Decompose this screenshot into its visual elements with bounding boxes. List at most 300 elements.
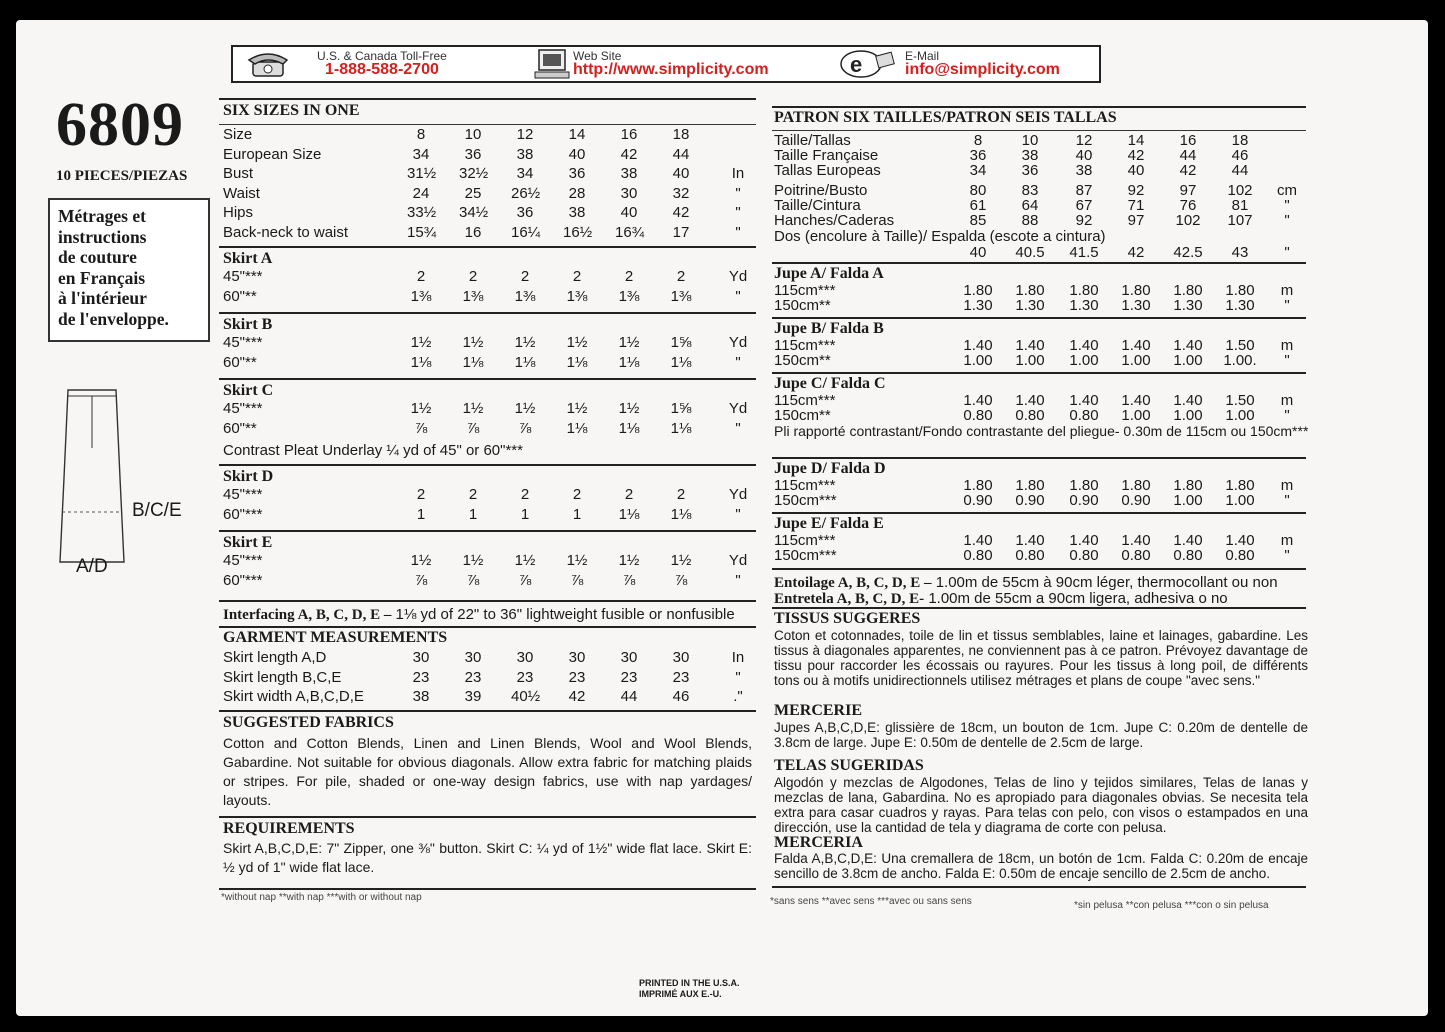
row-value: 1.40 xyxy=(1121,392,1151,409)
row-label: 60"** xyxy=(223,420,257,437)
row-value: 16 xyxy=(1179,132,1197,149)
row-value: 1½ xyxy=(514,334,536,351)
row-unit: cm xyxy=(1277,182,1297,199)
row-value: 1 xyxy=(416,506,426,523)
row-value: 39 xyxy=(464,688,482,706)
mercerie-text: Jupes A,B,C,D,E: glissière de 18cm, un bouton de 1cm. Jupe C: 0.20m de dentelle de 3.8cm de large. Jupe E: 0.50m de dentelle de 2.5cm de large. xyxy=(774,720,1308,750)
entoilage-bold: Entoilage A, B, C, D, E – xyxy=(774,575,932,591)
row-value: 1.30 xyxy=(963,297,993,314)
row-value: 1.80 xyxy=(1121,477,1151,494)
row-value: 36 xyxy=(464,145,482,163)
row-value: 1.30 xyxy=(1225,297,1255,314)
row-value: 2 xyxy=(416,486,426,503)
row-value: 1.80 xyxy=(1121,282,1151,299)
row-label: Size xyxy=(223,126,253,143)
row-value: 38 xyxy=(1021,147,1039,164)
row-value: 1½ xyxy=(410,400,432,417)
jupe-extra: Pli rapporté contrastant/Fondo contrastante del pliegue- 0.30m de 115cm ou 150cm*** xyxy=(774,423,1309,439)
row-value: 43 xyxy=(1231,244,1249,261)
row-value: ⅞ xyxy=(518,420,532,437)
row-value: 0.90 xyxy=(1121,492,1151,509)
row-value: 0.80 xyxy=(1173,547,1203,564)
skirt-title: Skirt C xyxy=(223,382,274,399)
row-value: 42 xyxy=(568,688,586,706)
row-value: 42 xyxy=(1127,244,1145,261)
row-label: 45"*** xyxy=(223,268,263,285)
row-unit: " xyxy=(1284,492,1290,509)
row-unit: " xyxy=(1284,197,1290,214)
row-value: 1½ xyxy=(514,552,536,569)
web-url[interactable]: http://www.simplicity.com xyxy=(573,61,769,78)
section-title: GARMENT MEASUREMENTS xyxy=(223,629,448,646)
row-value: 41.5 xyxy=(1069,244,1099,261)
row-value: 1⅛ xyxy=(670,506,692,523)
row-label: 60"** xyxy=(223,288,257,305)
row-value: 1⅛ xyxy=(670,354,692,371)
row-value: ⅞ xyxy=(466,420,480,437)
row-value: 23 xyxy=(516,668,534,686)
row-value: 1.50 xyxy=(1225,392,1255,409)
row-label: Skirt length A,D xyxy=(223,649,327,666)
footnote-es: *sin pelusa **con pelusa ***con o sin pelusa xyxy=(1074,900,1269,911)
row-value: 42 xyxy=(620,145,638,163)
row-value: 1.00. xyxy=(1223,352,1257,369)
row-unit: " xyxy=(735,184,741,202)
row-value: 42 xyxy=(672,204,690,222)
row-value: 1⅛ xyxy=(618,420,640,437)
row-label: Hips xyxy=(223,204,254,222)
row-value: 14 xyxy=(1127,132,1145,149)
row-value: 81 xyxy=(1231,197,1249,214)
row-value: 38 xyxy=(1075,162,1093,179)
row-value: 102 xyxy=(1227,182,1253,199)
row-value: 1.80 xyxy=(1225,282,1255,299)
row-value: 1.80 xyxy=(1015,477,1045,494)
section-title: REQUIREMENTS xyxy=(223,820,355,837)
row-label: 45"*** xyxy=(223,334,263,351)
row-value: 1.40 xyxy=(1015,392,1045,409)
row-unit: " xyxy=(1284,297,1290,314)
row-value: 1½ xyxy=(514,400,536,417)
row-value: 12 xyxy=(1075,132,1093,149)
row-value: 1½ xyxy=(670,552,692,569)
row-value: 1.40 xyxy=(1121,532,1151,549)
row-value: 23 xyxy=(568,668,586,686)
row-value: 44 xyxy=(620,688,638,706)
row-value: 1⅜ xyxy=(462,288,484,305)
row-label: 115cm*** xyxy=(774,392,836,409)
row-value: 1.00 xyxy=(1121,407,1151,424)
row-value: ⅞ xyxy=(518,572,532,589)
row-value: ⅞ xyxy=(414,572,428,589)
row-value: 42.5 xyxy=(1173,244,1203,261)
row-label: 115cm*** xyxy=(774,337,836,354)
tissus-text: Coton et cotonnades, toile de lin et tissus semblables, laine et lainages, gabardine. Les tissus à diagonales apparentes, ne conviennent pas à ce patron. Prévoyez davantage de tissu pour raccorder les écossais ou rayures. Pour les tissus à long poil, de différents tons ou à motifs unidirectionnels utilisez métrages et plans de coupe "avec sens." xyxy=(774,628,1308,688)
row-value: 40½ xyxy=(511,688,541,706)
row-value: 40 xyxy=(620,204,638,222)
row-value: 0.80 xyxy=(1015,407,1045,424)
row-value: 10 xyxy=(464,126,482,143)
row-label: 60"*** xyxy=(223,572,263,589)
row-value: 24 xyxy=(412,184,430,202)
row-label: Waist xyxy=(223,184,260,202)
row-value: 92 xyxy=(1127,182,1145,199)
row-value: 18 xyxy=(672,126,690,143)
row-value: 32 xyxy=(672,184,690,202)
pattern-envelope-back xyxy=(16,20,1428,1016)
section-title: MERCERIE xyxy=(774,702,863,719)
row-value: 42 xyxy=(1179,162,1197,179)
row-value: 1½ xyxy=(618,400,640,417)
row-value: 1.40 xyxy=(963,532,993,549)
row-value: 61 xyxy=(969,197,987,214)
row-value: 1.50 xyxy=(1225,337,1255,354)
row-value: 1½ xyxy=(462,552,484,569)
row-value: 1.40 xyxy=(1173,392,1203,409)
row-unit: " xyxy=(735,668,741,686)
row-value: 2 xyxy=(416,268,426,285)
row-value: 1.00 xyxy=(1173,407,1203,424)
row-label: 45"*** xyxy=(223,400,263,417)
row-value: 30 xyxy=(620,184,638,202)
row-value: 2 xyxy=(572,268,582,285)
row-label: 60"** xyxy=(223,354,257,371)
row-value: 1⅛ xyxy=(618,506,640,523)
row-label: Back-neck to waist xyxy=(223,224,349,241)
translated-measurements xyxy=(16,20,1428,1016)
row-label: Tallas Europeas xyxy=(774,162,881,179)
section-title: SUGGESTED FABRICS xyxy=(223,714,394,731)
printed-line: PRINTED IN THE U.S.A. xyxy=(639,978,740,988)
row-unit: Yd xyxy=(728,486,748,503)
section-title: MERCERIA xyxy=(774,834,863,851)
row-value: 85 xyxy=(969,212,987,229)
french-note-line: en Français xyxy=(58,267,146,288)
entretela-text: 1.00m de 55cm a 90cm ligera, adhesiva o no xyxy=(928,590,1228,607)
row-unit: Yd xyxy=(728,400,748,417)
row-value: 1.40 xyxy=(1121,337,1151,354)
row-value: 1⅛ xyxy=(514,354,536,371)
divider-line xyxy=(772,607,1306,609)
row-value: 16½ xyxy=(563,224,593,241)
row-value: 1⅝ xyxy=(670,400,692,417)
row-value: 1.40 xyxy=(1069,392,1099,409)
row-value: 30 xyxy=(672,649,690,666)
row-value: 0.90 xyxy=(1015,492,1045,509)
row-value: 23 xyxy=(620,668,638,686)
back-label: Dos (encolure à Taille)/ Espalda (escote a cintura) xyxy=(774,228,1106,245)
row-value: 0.80 xyxy=(1069,547,1099,564)
row-value: 30 xyxy=(464,649,482,666)
email-address[interactable]: info@simplicity.com xyxy=(905,61,1060,78)
row-value: 1⅛ xyxy=(618,354,640,371)
row-value: 1.00 xyxy=(1015,352,1045,369)
svg-text:e: e xyxy=(850,52,863,77)
row-value: 0.80 xyxy=(1121,547,1151,564)
row-value: 16¼ xyxy=(511,224,541,241)
footnote-fr: *sans sens **avec sens ***avec ou sans sens xyxy=(770,896,972,907)
row-label: 115cm*** xyxy=(774,532,836,549)
row-label: Skirt width A,B,C,D,E xyxy=(223,688,364,706)
row-unit: " xyxy=(1284,407,1290,424)
row-label: European Size xyxy=(223,145,322,163)
row-value: 0.90 xyxy=(963,492,993,509)
row-value: 1½ xyxy=(462,334,484,351)
row-unit: Yd xyxy=(728,334,748,351)
row-value: 1.30 xyxy=(1173,297,1203,314)
row-value: 1½ xyxy=(618,552,640,569)
pattern-number: 6809 xyxy=(56,91,184,159)
jupe-title: Jupe C/ Falda C xyxy=(774,375,886,392)
interfacing-bold: Interfacing A, B, C, D, E – xyxy=(223,607,392,623)
row-value: ⅞ xyxy=(674,572,688,589)
row-value: 16 xyxy=(464,224,482,241)
row-value: 1.40 xyxy=(963,392,993,409)
french-note-line: de couture xyxy=(58,247,137,267)
row-value: 28 xyxy=(568,184,586,202)
row-value: 36 xyxy=(969,147,987,164)
row-value: 1⅜ xyxy=(566,288,588,305)
row-unit: m xyxy=(1280,282,1294,299)
row-value: 67 xyxy=(1075,197,1093,214)
row-value: 2 xyxy=(676,486,686,503)
row-value: 97 xyxy=(1179,182,1197,199)
row-value: 0.80 xyxy=(1225,547,1255,564)
jupe-title: Jupe D/ Falda D xyxy=(774,460,886,477)
french-note-line: de l'enveloppe. xyxy=(58,308,169,329)
row-value: 23 xyxy=(464,668,482,686)
row-value: 33½ xyxy=(407,204,437,222)
row-value: 1.80 xyxy=(1015,282,1045,299)
telas-text: Algodón y mezclas de Algodones, Telas de lino y tejidos similares, Telas de lanas y mezclas de lana, Gabardina. No es apropiado para diagonales obvias. Se necesita tela extra para casar cuadros y rayas. Para telas con pelo, con visos o estampados en una dirección, use la cantidad de tela y diagrama de corte con pelusa. xyxy=(774,775,1308,835)
row-value: 1.80 xyxy=(1069,477,1099,494)
row-value: 1.80 xyxy=(963,477,993,494)
row-label: Taille/Tallas xyxy=(774,132,851,149)
row-value: 64 xyxy=(1021,197,1039,214)
row-value: 1.00 xyxy=(1121,352,1151,369)
section-title: TELAS SUGERIDAS xyxy=(774,757,924,774)
row-value: 80 xyxy=(969,182,987,199)
row-value: 1½ xyxy=(566,400,588,417)
row-value: 40 xyxy=(672,165,690,183)
row-value: ⅞ xyxy=(466,572,480,589)
row-value: 1.00 xyxy=(1225,492,1255,509)
jupe-title: Jupe A/ Falda A xyxy=(774,265,884,282)
row-value: 16¾ xyxy=(615,224,645,241)
printed-line: IMPRIMÉ AUX E.-U. xyxy=(639,989,722,999)
row-value: 1.40 xyxy=(1173,337,1203,354)
row-value: 2 xyxy=(520,486,530,503)
row-value: 38 xyxy=(568,204,586,222)
row-value: 30 xyxy=(412,649,430,666)
row-value: 107 xyxy=(1227,212,1253,229)
row-value: 1.80 xyxy=(1069,282,1099,299)
requirements-text: Skirt A,B,C,D,E: 7" Zipper, one ⅜" button. Skirt C: ¼ yd of 1½" wide flat lace. Skirt E: ½ yd of 1" wide flat lace. xyxy=(223,840,752,875)
row-label: 150cm*** xyxy=(774,492,837,509)
row-label: Hanches/Caderas xyxy=(774,212,895,229)
row-value: 10 xyxy=(1021,132,1039,149)
row-label: Skirt length B,C,E xyxy=(223,668,342,686)
row-value: 2 xyxy=(624,268,634,285)
row-label: 45"*** xyxy=(223,486,263,503)
french-note-line: instructions xyxy=(58,226,147,247)
row-value: 1 xyxy=(572,506,582,523)
french-note-line: Métrages et xyxy=(58,206,146,226)
row-value: 0.80 xyxy=(963,407,993,424)
row-unit: " xyxy=(735,288,741,305)
row-value: 40.5 xyxy=(1015,244,1045,261)
phone-number[interactable]: 1-888-588-2700 xyxy=(325,61,439,78)
row-value: ⅞ xyxy=(570,572,584,589)
row-value: 32½ xyxy=(459,165,489,183)
row-value: 1½ xyxy=(618,334,640,351)
printed-in-usa xyxy=(639,978,740,1000)
merceria-text: Falda A,B,C,D,E: Una cremallera de 18cm, un botón de 1cm. Falda C: 0.20m de encaje sencillo de 3.8cm de ancho. Falda E: 0.50m de encaje sencillo de 2.5cm de ancho. xyxy=(774,851,1308,881)
row-value: 1½ xyxy=(410,334,432,351)
row-unit: " xyxy=(1284,212,1290,229)
row-value: 30 xyxy=(620,649,638,666)
row-value: 1⅝ xyxy=(670,334,692,351)
row-value: 25 xyxy=(464,184,482,202)
row-value: 1.80 xyxy=(1173,477,1203,494)
row-value: 17 xyxy=(672,224,690,241)
row-value: 1½ xyxy=(566,334,588,351)
row-value: 1 xyxy=(520,506,530,523)
row-value: 1.40 xyxy=(1173,532,1203,549)
row-value: 44 xyxy=(1179,147,1197,164)
row-unit: ." xyxy=(733,688,743,706)
row-value: 1.40 xyxy=(963,337,993,354)
divider-line xyxy=(772,372,1306,374)
row-value: 1.80 xyxy=(963,282,993,299)
row-value: 46 xyxy=(1231,147,1249,164)
pieces-count: 10 PIECES/PIEZAS xyxy=(56,168,188,184)
row-value: 44 xyxy=(672,145,690,163)
row-value: 16 xyxy=(620,126,638,143)
row-value: 1.80 xyxy=(1225,477,1255,494)
row-value: 38 xyxy=(412,688,430,706)
row-value: 1 xyxy=(468,506,478,523)
row-value: 0.80 xyxy=(1069,407,1099,424)
web-label: Web Site xyxy=(573,49,622,63)
row-value: 26½ xyxy=(511,184,541,202)
row-value: 71 xyxy=(1127,197,1145,214)
row-value: 18 xyxy=(1231,132,1249,149)
row-label: 115cm*** xyxy=(774,282,836,299)
email-label: E-Mail xyxy=(905,49,940,63)
row-value: 2 xyxy=(520,268,530,285)
row-value: 1⅛ xyxy=(670,420,692,437)
row-label: Bust xyxy=(223,165,254,183)
row-value: 1.40 xyxy=(1225,532,1255,549)
row-value: 1.00 xyxy=(1225,407,1255,424)
row-value: 1⅛ xyxy=(566,354,588,371)
row-value: 34½ xyxy=(459,204,489,222)
row-value: 40 xyxy=(969,244,987,261)
sketch-label-bce: B/C/E xyxy=(132,500,182,521)
row-value: 102 xyxy=(1175,212,1201,229)
divider-line xyxy=(772,106,1306,108)
row-value: 34 xyxy=(969,162,987,179)
section-title: SIX SIZES IN ONE xyxy=(223,102,360,119)
row-value: 1⅜ xyxy=(618,288,640,305)
row-value: 38 xyxy=(620,165,638,183)
row-unit: In xyxy=(731,165,745,183)
row-value: 40 xyxy=(568,145,586,163)
skirt-extra: Contrast Pleat Underlay ¼ yd of 45" or 60"*** xyxy=(223,442,523,459)
divider-line xyxy=(772,317,1306,319)
interfacing-text: 1⅛ yd of 22" to 36" lightweight fusible or nonfusible xyxy=(395,606,735,623)
row-value: 88 xyxy=(1021,212,1039,229)
entretela-bold: Entretela A, B, C, D, E- xyxy=(774,591,925,607)
row-value: 1½ xyxy=(462,400,484,417)
row-value: 0.90 xyxy=(1069,492,1099,509)
row-value: 0.80 xyxy=(1015,547,1045,564)
row-value: 36 xyxy=(1021,162,1039,179)
row-value: 34 xyxy=(412,145,430,163)
row-value: 1.00 xyxy=(1069,352,1099,369)
row-value: 0.80 xyxy=(963,547,993,564)
row-unit: " xyxy=(1284,352,1290,369)
row-value: 1.40 xyxy=(1015,337,1045,354)
row-value: 8 xyxy=(416,126,426,143)
entretela-line xyxy=(774,590,1228,608)
row-value: 1.40 xyxy=(1015,532,1045,549)
row-unit: m xyxy=(1280,392,1294,409)
row-value: 30 xyxy=(568,649,586,666)
row-value: 31½ xyxy=(407,165,437,183)
skirt-title: Skirt E xyxy=(223,534,273,551)
row-label: Taille Française xyxy=(774,147,879,164)
row-value: 23 xyxy=(412,668,430,686)
row-value: 83 xyxy=(1021,182,1039,199)
jupe-title: Jupe E/ Falda E xyxy=(774,515,884,532)
row-value: 76 xyxy=(1179,197,1197,214)
row-value: 1.40 xyxy=(1069,337,1099,354)
divider-line xyxy=(772,457,1306,459)
row-label: 60"*** xyxy=(223,506,263,523)
skirt-title: Skirt B xyxy=(223,316,273,333)
row-value: 40 xyxy=(1127,162,1145,179)
divider-line xyxy=(772,130,1306,131)
row-unit: " xyxy=(735,506,741,523)
row-value: 1⅜ xyxy=(670,288,692,305)
row-value: 1.30 xyxy=(1015,297,1045,314)
row-label: 150cm** xyxy=(774,352,831,369)
row-value: 15¾ xyxy=(407,224,437,241)
row-value: 97 xyxy=(1127,212,1145,229)
row-unit: m xyxy=(1280,337,1294,354)
row-value: 40 xyxy=(1075,147,1093,164)
row-unit: m xyxy=(1280,477,1294,494)
row-label: 150cm** xyxy=(774,407,831,424)
row-value: 1.00 xyxy=(963,352,993,369)
row-value: 1⅛ xyxy=(462,354,484,371)
section-title: TISSUS SUGGERES xyxy=(774,610,921,627)
row-value: 1½ xyxy=(410,552,432,569)
row-value: 2 xyxy=(468,268,478,285)
row-value: 87 xyxy=(1075,182,1093,199)
row-value: 44 xyxy=(1231,162,1249,179)
row-label: Poitrine/Busto xyxy=(774,182,868,199)
row-value: 34 xyxy=(516,165,534,183)
divider-line xyxy=(772,886,1306,888)
row-value: 1.00 xyxy=(1173,352,1203,369)
row-unit: m xyxy=(1280,532,1294,549)
footnote: *without nap **with nap ***with or without nap xyxy=(221,892,422,903)
row-label: 150cm** xyxy=(774,297,831,314)
row-value: 1.30 xyxy=(1121,297,1151,314)
